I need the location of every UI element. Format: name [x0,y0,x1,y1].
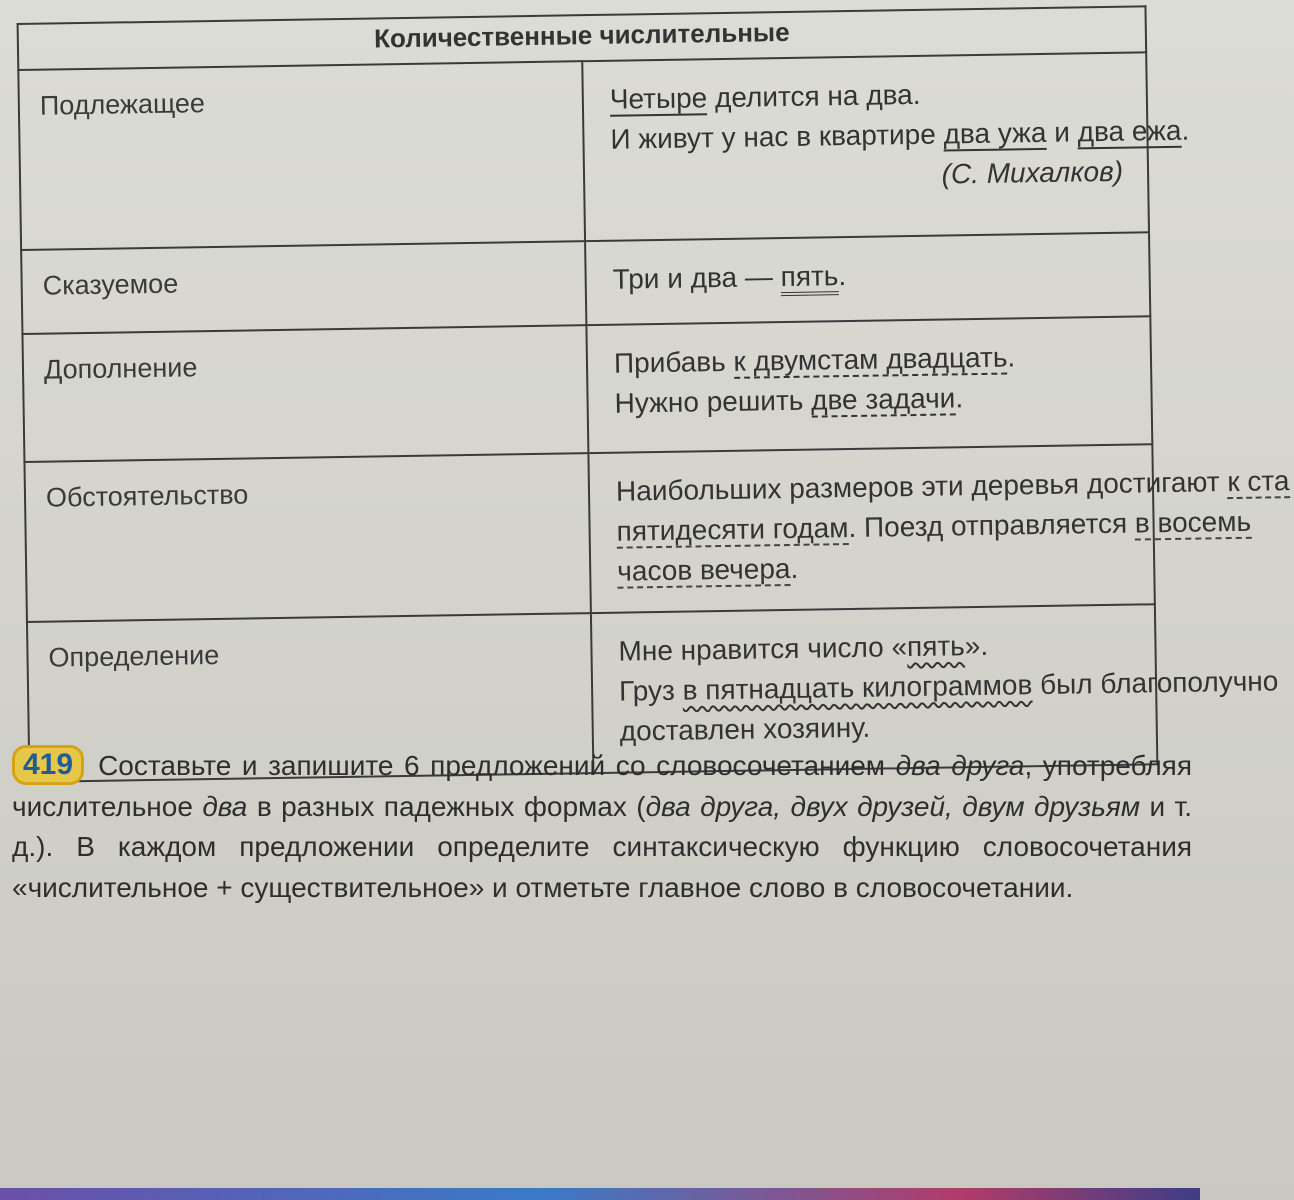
example-text: Наибольших размеров эти деревья достигают [615,466,1228,507]
example-text: ». [964,629,989,662]
example-text: . Поезд отправляется [848,507,1136,544]
exercise-text-segment: в разных падежных формах ( [247,790,646,822]
example-text: Нужно решить [614,384,812,419]
italic-phrase: два друга [895,750,1025,781]
exercise-text-segment: Составьте и запишите 6 предложений со словосочетанием [98,750,896,781]
italic-phrase: два друга, двух друзей, двум друзьям [645,790,1141,822]
underlined-phrase: пять [906,630,965,663]
role-cell: Обстоятельство [24,453,590,622]
example-line [612,252,1135,300]
example-text: . [955,382,964,414]
table-row [22,316,1152,462]
underlined-phrase: в пятнадцать килограммов [682,669,1033,706]
example-text: . [1181,114,1190,146]
example-line [614,376,1137,424]
example-line [616,503,1252,551]
italic-phrase: два [202,790,248,822]
quote-author: (С. Михалков) [941,155,1124,190]
underlined-phrase: в восемь [1134,505,1252,539]
table-row [24,444,1154,622]
example-text: делится на два. [706,78,921,114]
example-line [617,543,1140,591]
example-text: был благополучно [1032,665,1279,701]
underlined-phrase: к двумстам двадцать [733,341,1008,377]
table-title: Количественные числительные [18,6,1147,70]
exercise-text-segment: , употребляя числительное [12,750,1192,822]
role-cell: Сказуемое [21,241,586,334]
role-cell: Дополнение [22,325,588,462]
exercise-number-badge: 419 [12,745,84,785]
exercise-text-segment: и т. д.). В каждом предложении определите синтаксическую функцию словосочетания «числительное + существительное» и отметьте главное слово в словосочетании. [12,790,1193,903]
example-cell [588,444,1290,613]
example-text: Мне нравится число « [618,631,908,667]
example-text: . [790,552,799,584]
example-text: и [1046,116,1078,148]
example-text: Груз [618,674,683,707]
book-edge-band [0,1188,1200,1200]
example-cell [586,316,1152,453]
example-line [618,663,1279,711]
underlined-phrase: два ежа [1077,114,1182,148]
exercise-text [12,750,1192,903]
example-text: Три и два — [612,261,781,295]
role-cell: Определение [27,613,593,782]
numerals-table-wrapper [17,5,1290,747]
example-text: доставлен хозяину. [619,711,871,747]
underlined-phrase: пять [780,260,838,296]
underlined-phrase: Четыре [609,82,708,115]
example-cell [582,52,1190,241]
example-text: Прибавь [613,345,734,379]
example-text: И живут у нас в квартире [610,118,944,155]
example-cell [585,232,1150,325]
underlined-phrase: к ста [1227,465,1290,498]
underlined-phrase: две задачи [810,382,956,416]
example-text: . [838,260,847,292]
role-cell: Подлежащее [18,61,585,250]
underlined-phrase: часов вечера [617,552,791,587]
numerals-table [17,5,1290,783]
underlined-phrase: пятидесяти годам [616,512,849,547]
table-body [18,52,1290,782]
table-row [18,52,1149,250]
underlined-phrase: два ужа [943,116,1047,150]
example-text: . [1007,341,1016,373]
exercise-419 [12,745,1192,908]
